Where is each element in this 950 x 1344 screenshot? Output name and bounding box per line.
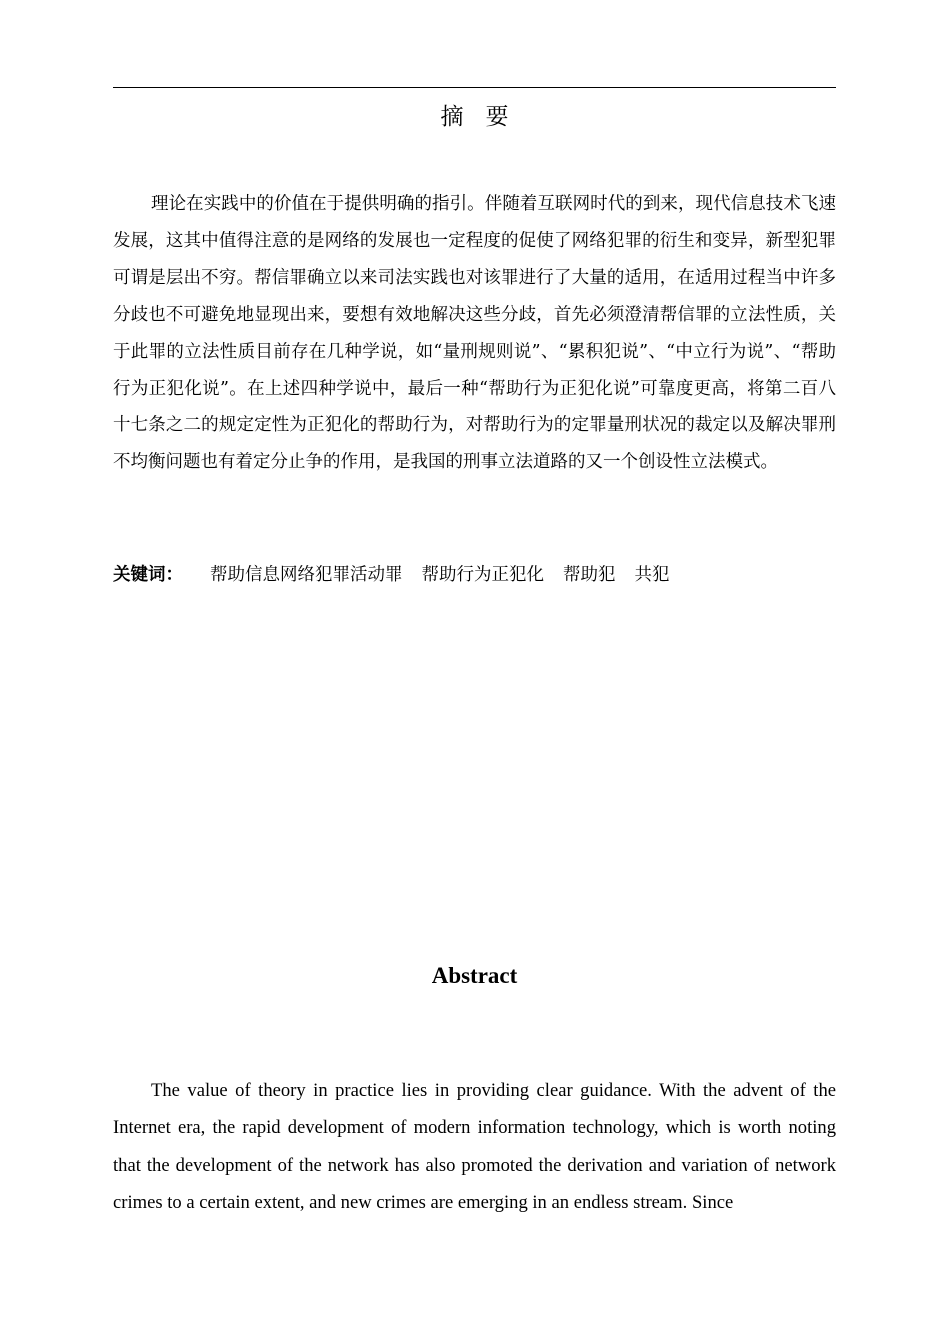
keywords-label: 关键词：	[113, 565, 183, 585]
keyword-item: 共犯	[634, 565, 670, 585]
keyword-item: 帮助犯	[563, 565, 616, 585]
keywords-line	[113, 559, 836, 591]
keyword-item: 帮助行为正犯化	[421, 565, 544, 585]
header-rule	[113, 87, 836, 88]
keyword-item: 帮助信息网络犯罪活动罪	[210, 565, 403, 585]
english-abstract-title: Abstract	[431, 963, 518, 988]
chinese-abstract-title: 摘要	[440, 104, 531, 130]
chinese-abstract-paragraph: 理论在实践中的价值在于提供明确的指引。伴随着互联网时代的到来，现代信息技术飞速发展，这其中值得注意的是网络的发展也一定程度的促使了网络犯罪的衍生和变异，新型犯罪可谓是层出不穷。帮信罪确立以来司法实践也对该罪进行了大量的适用，在适用过程当中许多分歧也不可避免地显现出来，要想有效地解决这些分歧，首先必须澄清帮信罪的立法性质，关于此罪的立法性质目前存在几种学说，如“量刑规则说”、“累积犯说”、“中立行为说”、“帮助行为正犯化说”。在上述四种学说中，最后一种“帮助行为正犯化说”可靠度更高，将第二百八十七条之二的规定定性为正犯化的帮助行为，对帮助行为的定罪量刑状况的裁定以及解决罪刑不均衡问题也有着定分止争的作用，是我国的刑事立法道路的又一个创设性立法模式。	[113, 194, 836, 473]
english-abstract-paragraph: The value of theory in practice lies in providing clear guidance. With the advent of the Internet era, the rapid development of modern information technology, which is worth noting that the development of the network has also promoted the derivation and variation of network crimes to a certain extent, and new crimes are emerging in an endless stream. Since	[113, 1080, 836, 1213]
